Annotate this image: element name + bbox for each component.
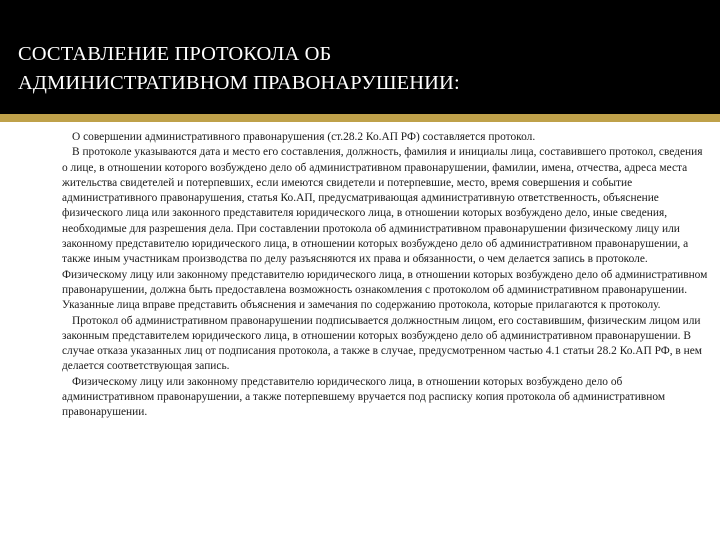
paragraph-protocol-signing-text: Протокол об административном правонарушении подписывается должностным лицом, его составившим, физическим лицом или законным представителем юридического лица, в отношении которых возбуждено дело об административном правонарушении. В случае отказа указанных лиц от подписания протокола, а также в случае, предусмотренном частью 4.1 статьи 28.2 Ко.АП РФ, в нем делается соответствующая запись.	[62, 314, 702, 373]
slide-title-line-2: АДМИНИСТРАТИВНОМ ПРАВОНАРУШЕНИИ:	[18, 72, 460, 94]
paragraph-intro: О совершении административного правонарушения (ст.28.2 Ко.АП РФ) составляется протокол.	[72, 131, 536, 143]
paragraph-protocol-copy	[62, 375, 710, 421]
accent-divider	[0, 114, 720, 122]
slide-title-line-1: СОСТАВЛЕНИЕ ПРОТОКОЛА ОБ	[18, 43, 332, 65]
slide-title	[18, 40, 460, 98]
title-banner	[0, 0, 720, 122]
paragraph-protocol-copy-text: Физическому лицу или законному представителю юридического лица, в отношении которых возбуждено дело об административном правонарушении, а также потерпевшему вручается под расписку копия протокола об административном правонарушении.	[62, 375, 666, 419]
paragraph-protocol-signing	[62, 314, 710, 375]
paragraph-protocol-contents	[62, 145, 710, 313]
paragraph-protocol-contents-text: В протоколе указываются дата и место его составления, должность, фамилия и инициалы лица, составившего протокол, сведения о лице, в отношении которого возбуждено дело об административном правонарушении, фамилии, имена, отчества, адреса места жительства свидетелей и потерпевших, если имеются свидетели и потерпевшие, место, время совершения и событие административного правонарушения, статья Ко.АП, предусматривающая административную ответственность, объяснение физического лица или законного представителя юридического лица, в отношении которых возбуждено дело, иные сведения, необходимые для разрешения дела. При составлении протокола об административном правонарушении физическому лицу или законному представителю юридического лица, в отношении которых возбуждено дело об административном правонарушении, а также иным участникам производства по делу разъясняются их права и обязанности, о чем делается запись в протоколе. Физическому лицу или законному представителю юридического лица, в отношении которых возбуждено дело об административном правонарушении, должна быть предоставлена возможность ознакомления с протоколом об административном правонарушении. Указанные лица вправе представить объяснения и замечания по содержанию протокола, которые прилагаются к протоколу.	[62, 146, 708, 312]
slide-body	[62, 130, 710, 421]
